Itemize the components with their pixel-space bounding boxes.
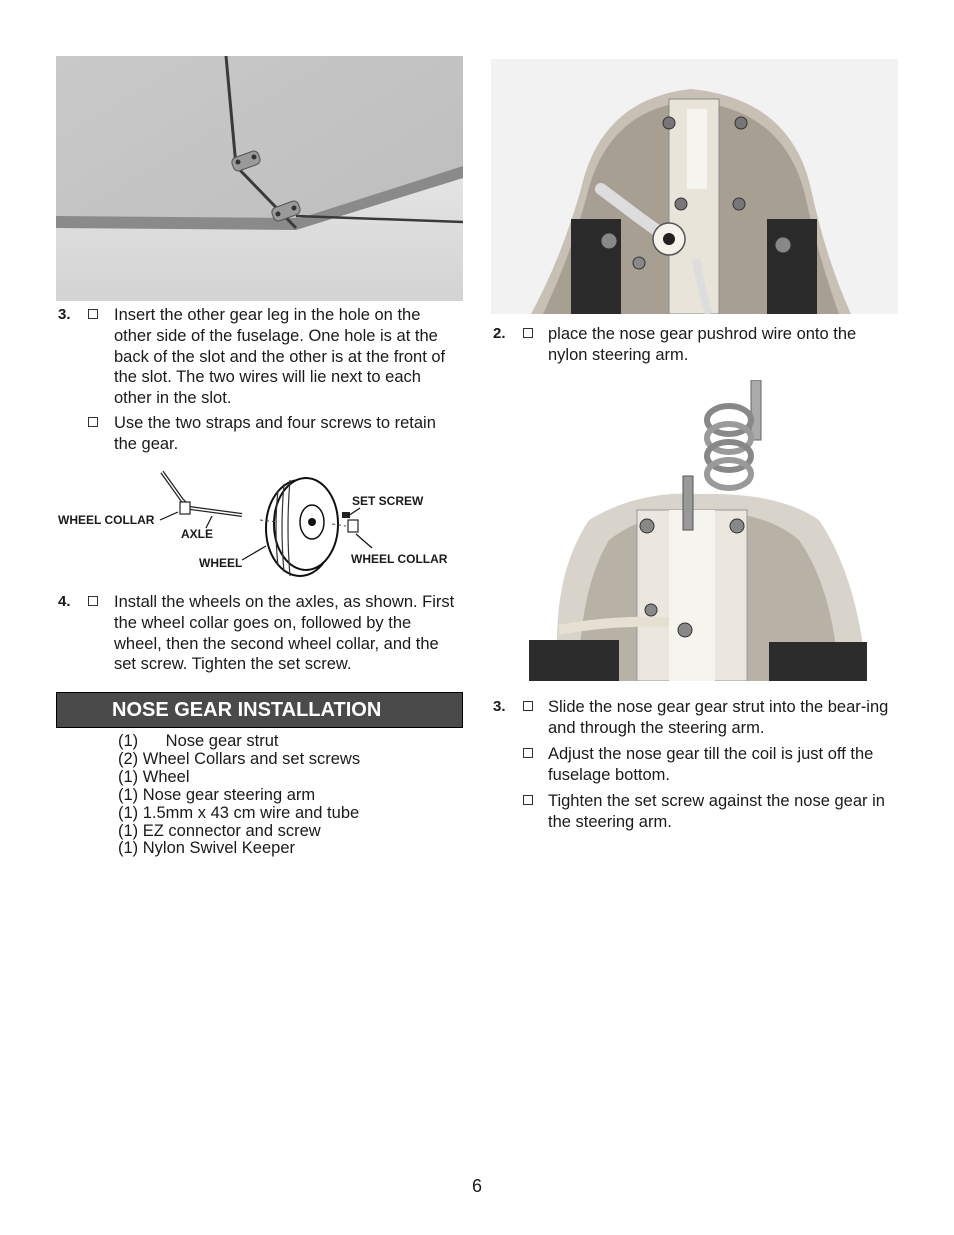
- section-header: [56, 692, 463, 728]
- step-number: 2.: [493, 325, 506, 342]
- checkbox[interactable]: [523, 328, 533, 338]
- label-wheel-collar-left: WHEEL COLLAR: [58, 513, 155, 527]
- parts-list-item: (1) EZ connector and screw: [118, 821, 321, 840]
- step-text: Tighten the set screw against the nose gear in the steering arm.: [548, 792, 885, 831]
- step-number: 3.: [493, 698, 506, 715]
- parts-list-item: (1) Wheel: [118, 767, 190, 786]
- photo-nose-gear-coil: [529, 380, 867, 681]
- parts-list-item: (2) Wheel Collars and set screws: [118, 749, 361, 768]
- checkbox[interactable]: [88, 417, 98, 427]
- checkbox[interactable]: [523, 748, 533, 758]
- step-text: Use the two straps and four screws to retain the gear.: [114, 414, 436, 453]
- photo-gear-straps: [56, 56, 463, 301]
- parts-list-item: (1) Nose gear steering arm: [118, 785, 316, 804]
- photo-steering-arm: [491, 59, 898, 314]
- step-number: 4.: [58, 593, 71, 610]
- checkbox[interactable]: [523, 795, 533, 805]
- parts-list: [118, 733, 360, 858]
- label-wheel-collar-right: WHEEL COLLAR: [351, 552, 448, 566]
- parts-list-item: (1) 1.5mm x 43 cm wire and tube: [118, 803, 360, 822]
- checkbox[interactable]: [523, 701, 533, 711]
- step-text: Install the wheels on the axles, as shown. First the wheel collar goes on, followed by the wheel, then the second wheel collar, and the set screw. Tighten the set screw.: [114, 593, 455, 674]
- checkbox[interactable]: [88, 596, 98, 606]
- step-text: Adjust the nose gear till the coil is just off the fuselage bottom.: [548, 745, 874, 784]
- checkbox[interactable]: [88, 309, 98, 319]
- page-number: 6: [471, 1176, 482, 1196]
- section-title: NOSE GEAR INSTALLATION: [112, 699, 382, 721]
- wheel-assembly-diagram: [56, 468, 463, 580]
- step-text: Slide the nose gear gear strut into the bear-ing and through the steering arm.: [548, 698, 889, 737]
- step-number: 3.: [58, 306, 71, 323]
- label-set-screw: SET SCREW: [352, 494, 424, 508]
- label-axle: AXLE: [181, 527, 214, 541]
- parts-list-item: (1) Nose gear strut: [118, 732, 279, 750]
- step-text: place the nose gear pushrod wire onto the nylon steering arm.: [548, 325, 857, 364]
- parts-list-item: (1) Nylon Swivel Keeper: [118, 839, 295, 858]
- label-wheel: WHEEL: [199, 556, 243, 570]
- step-text: Insert the other gear leg in the hole on the other side of the fuselage. One hole is at the back of the slot and the other is at the front of the slot. The two wires will lie next to each other in the slot.: [114, 306, 446, 408]
